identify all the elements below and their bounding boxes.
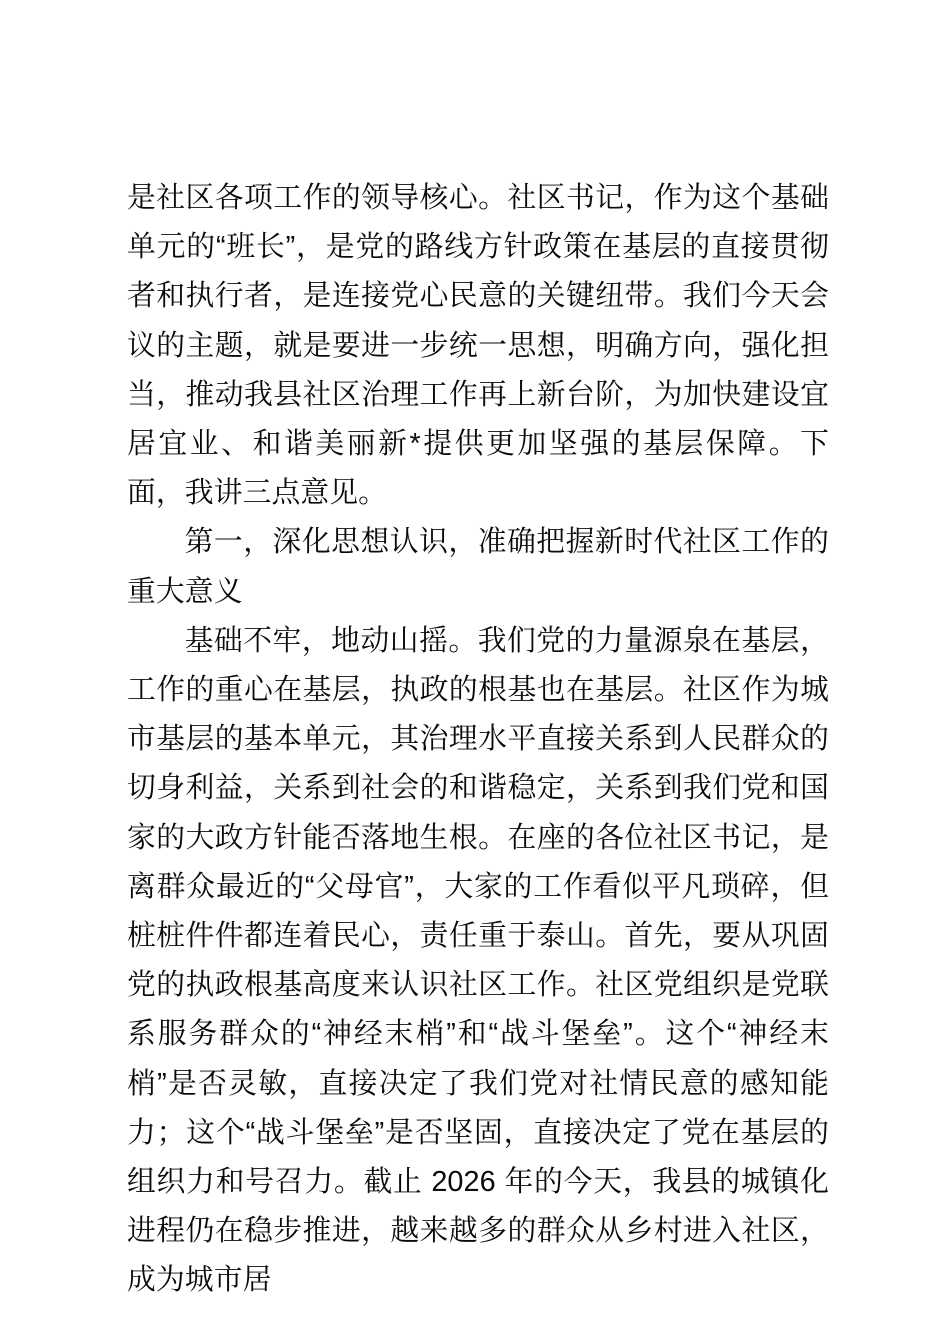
document-body [127,174,829,1306]
paragraph-body: 基础不牢，地动山摇。我们党的力量源泉在基层，工作的重心在基层，执政的根基也在基层。社区作为城市基层的基本单元，其治理水平直接关系到人民群众的切身利益，关系到社会的和谐稳定，关系到我们党和国家的大政方针能否落地生根。在座的各位社区书记，是离群众最近的“父母官”，大家的工作看似平凡琐碎，但桩桩件件都连着民心，责任重于泰山。首先，要从巩固党的执政根基高度来认识社区工作。社区党组织是党联系服务群众的“神经末梢”和“战斗堡垒”。这个“神经末梢”是否灵敏，直接决定了我们党对社情民意的感知能力；这个“战斗堡垒”是否坚固，直接决定了党在基层的组织力和号召力。截止 2026 年的今天，我县的城镇化进程仍在稳步推进，越来越多的群众从乡村进入社区，成为城市居 [127,624,829,1297]
section-heading-first: 第一，深化思想认识，准确把握新时代社区工作的重大意义 [127,526,829,608]
paragraph-continuation: 是社区各项工作的领导核心。社区书记，作为这个基础单元的“班长”，是党的路线方针政策在基层的直接贯彻者和执行者，是连接党心民意的关键纽带。我们今天会议的主题，就是要进一步统一思想，明确方向，强化担当，推动我县社区治理工作再上新台阶，为加快建设宜居宜业、和谐美丽新*提供更加坚强的基层保障。下面，我讲三点意见。 [127,182,829,510]
